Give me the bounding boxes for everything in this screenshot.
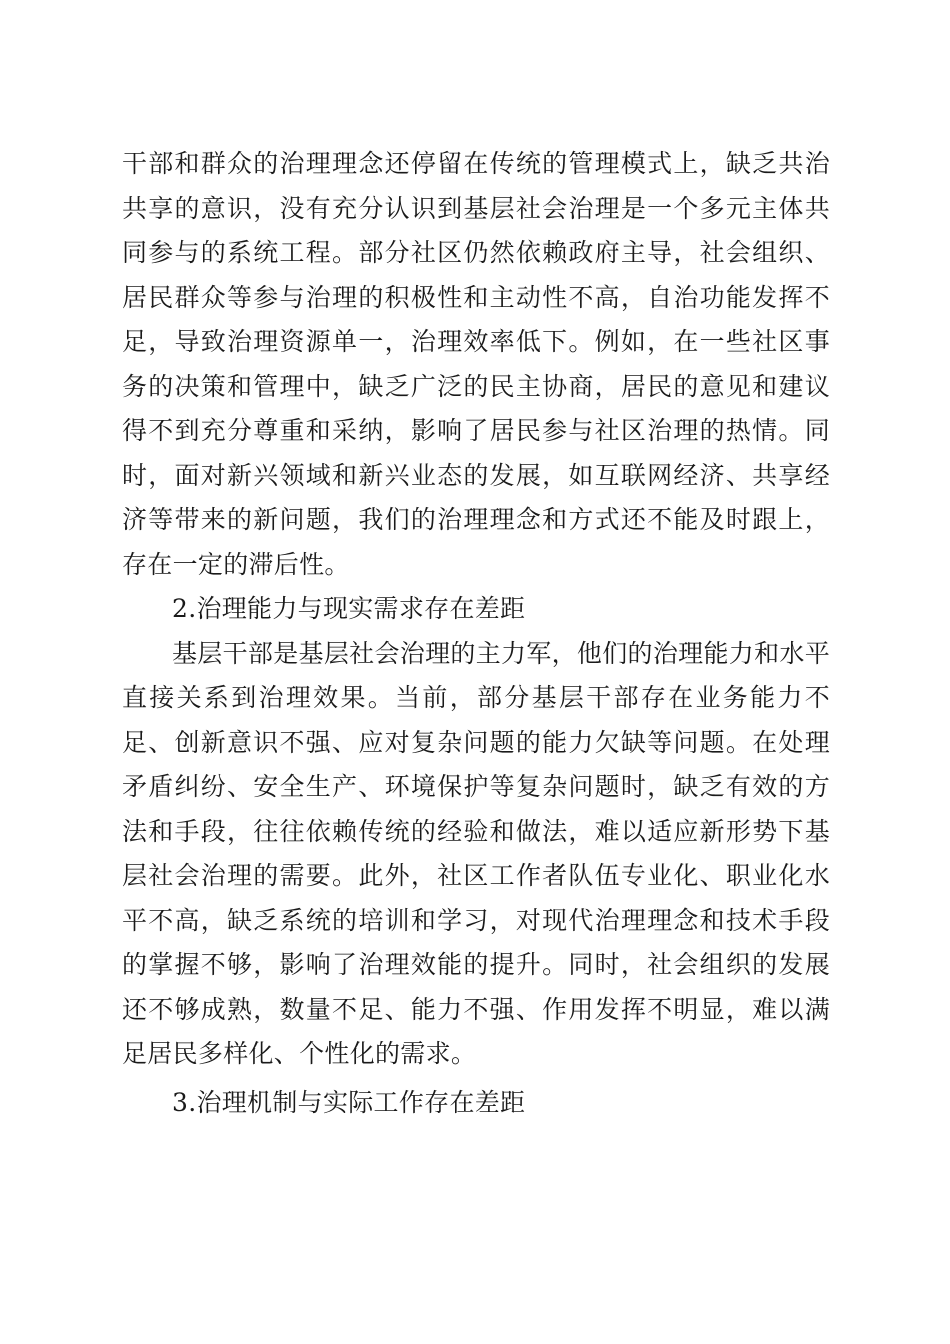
paragraph-governance-concept: 干部和群众的治理理念还停留在传统的管理模式上，缺乏共治共享的意识，没有充分认识到基层社会治理是一个多元主体共同参与的系统工程。部分社区仍然依赖政府主导，社会组织、居民群众等参与治理的积极性和主动性不高，自治功能发挥不足，导致治理资源单一，治理效率低下。例如，在一些社区事务的决策和管理中，缺乏广泛的民主协商，居民的意见和建议得不到充分尊重和采纳，影响了居民参与社区治理的热情。同时，面对新兴领域和新兴业态的发展，如互联网经济、共享经济等带来的新问题，我们的治理理念和方式还不能及时跟上，存在一定的滞后性。 (122, 149, 830, 579)
section-heading-3: 3.治理机制与实际工作存在差距 (172, 1087, 526, 1117)
document-body (122, 142, 830, 1125)
section-heading-2: 2.治理能力与现实需求存在差距 (172, 594, 526, 623)
paragraph-governance-capacity: 基层干部是基层社会治理的主力军，他们的治理能力和水平直接关系到治理效果。当前，部分基层干部存在业务能力不足、创新意识不强、应对复杂问题的能力欠缺等问题。在处理矛盾纠纷、安全生产、环境保护等复杂问题时，缺乏有效的方法和手段，往往依赖传统的经验和做法，难以适应新形势下基层社会治理的需要。此外，社区工作者队伍专业化、职业化水平不高，缺乏系统的培训和学习，对现代治理理念和技术手段的掌握不够，影响了治理效能的提升。同时，社会组织的发展还不够成熟，数量不足、能力不强、作用发挥不明显，难以满足居民多样化、个性化的需求。 (122, 638, 830, 1068)
